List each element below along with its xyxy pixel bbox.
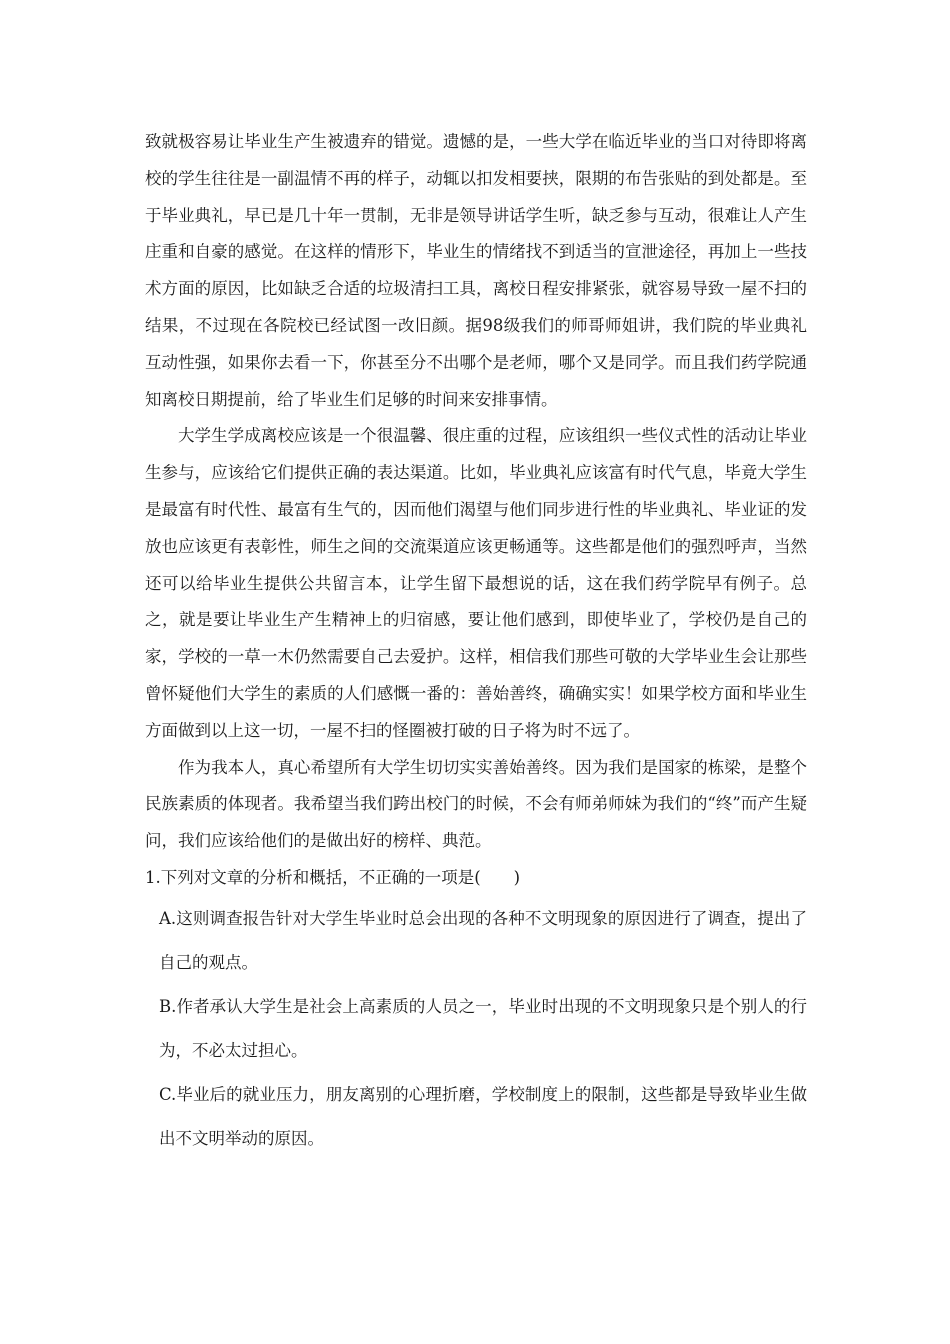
document-page [145,124,807,1161]
option-a: A.这则调查报告针对大学生毕业时总会出现的各种不文明现象的原因进行了调查，提出了自己的观点。 [159,908,807,972]
body-paragraph-2: 大学生学成离校应该是一个很温馨、很庄重的过程，应该组织一些仪式性的活动让毕业生参与，应该给它们提供正确的表达渠道。比如，毕业典礼应该富有时代气息，毕竟大学生是最富有时代性、最富有生气的，因而他们渴望与他们同步进行性的毕业典礼、毕业证的发放也应该更有表彰性，师生之间的交流渠道应该更畅通等。这些都是他们的强烈呼声，当然还可以给毕业生提供公共留言本，让学生留下最想说的话，这在我们药学院早有例子。总之，就是要让毕业生产生精神上的归宿感，要让他们感到，即使毕业了，学校仍是自己的家，学校的一草一木仍然需要自己去爱护。这样，相信我们那些可敬的大学毕业生会让那些曾怀疑他们大学生的素质的人们感慨一番的：善始善终，确确实实！如果学校方面和毕业生方面做到以上这一切，一屋不扫的怪圈被打破的日子将为时不远了。 [145,426,807,740]
option-c: C.毕业后的就业压力，朋友离别的心理折磨，学校制度上的限制，这些都是导致毕业生做出不文明举动的原因。 [159,1084,807,1148]
body-paragraph-3: 作为我本人，真心希望所有大学生切切实实善始善终。因为我们是国家的栋梁，是整个民族素质的体现者。我希望当我们跨出校门的时候，不会有师弟师妹为我们的“终”而产生疑问，我们应该给他们的是做出好的榜样、典范。 [145,757,807,851]
body-paragraph-1: 致就极容易让毕业生产生被遗弃的错觉。遗憾的是，一些大学在临近毕业的当口对待即将离校的学生往往是一副温情不再的样子，动辄以扣发相要挟，限期的布告张贴的到处都是。至于毕业典礼，早已是几十年一贯制，无非是领导讲话学生听，缺乏参与互动，很难让人产生庄重和自豪的感觉。在这样的情形下，毕业生的情绪找不到适当的宣泄途径，再加上一些技术方面的原因，比如缺乏合适的垃圾清扫工具，离校日程安排紧张，就容易导致一屋不扫的结果，不过现在各院校已经试图一改旧颜。据98级我们的师哥师姐讲，我们院的毕业典礼互动性强，如果你去看一下，你甚至分不出哪个是老师，哪个又是同学。而且我们药学院通知离校日期提前，给了毕业生们足够的时间来安排事情。 [145,132,807,409]
question-stem: 1.下列对文章的分析和概括，不正确的一项是( ) [145,867,521,887]
option-b: B.作者承认大学生是社会上高素质的人员之一，毕业时出现的不文明现象只是个别人的行为，不必太过担心。 [159,996,807,1060]
